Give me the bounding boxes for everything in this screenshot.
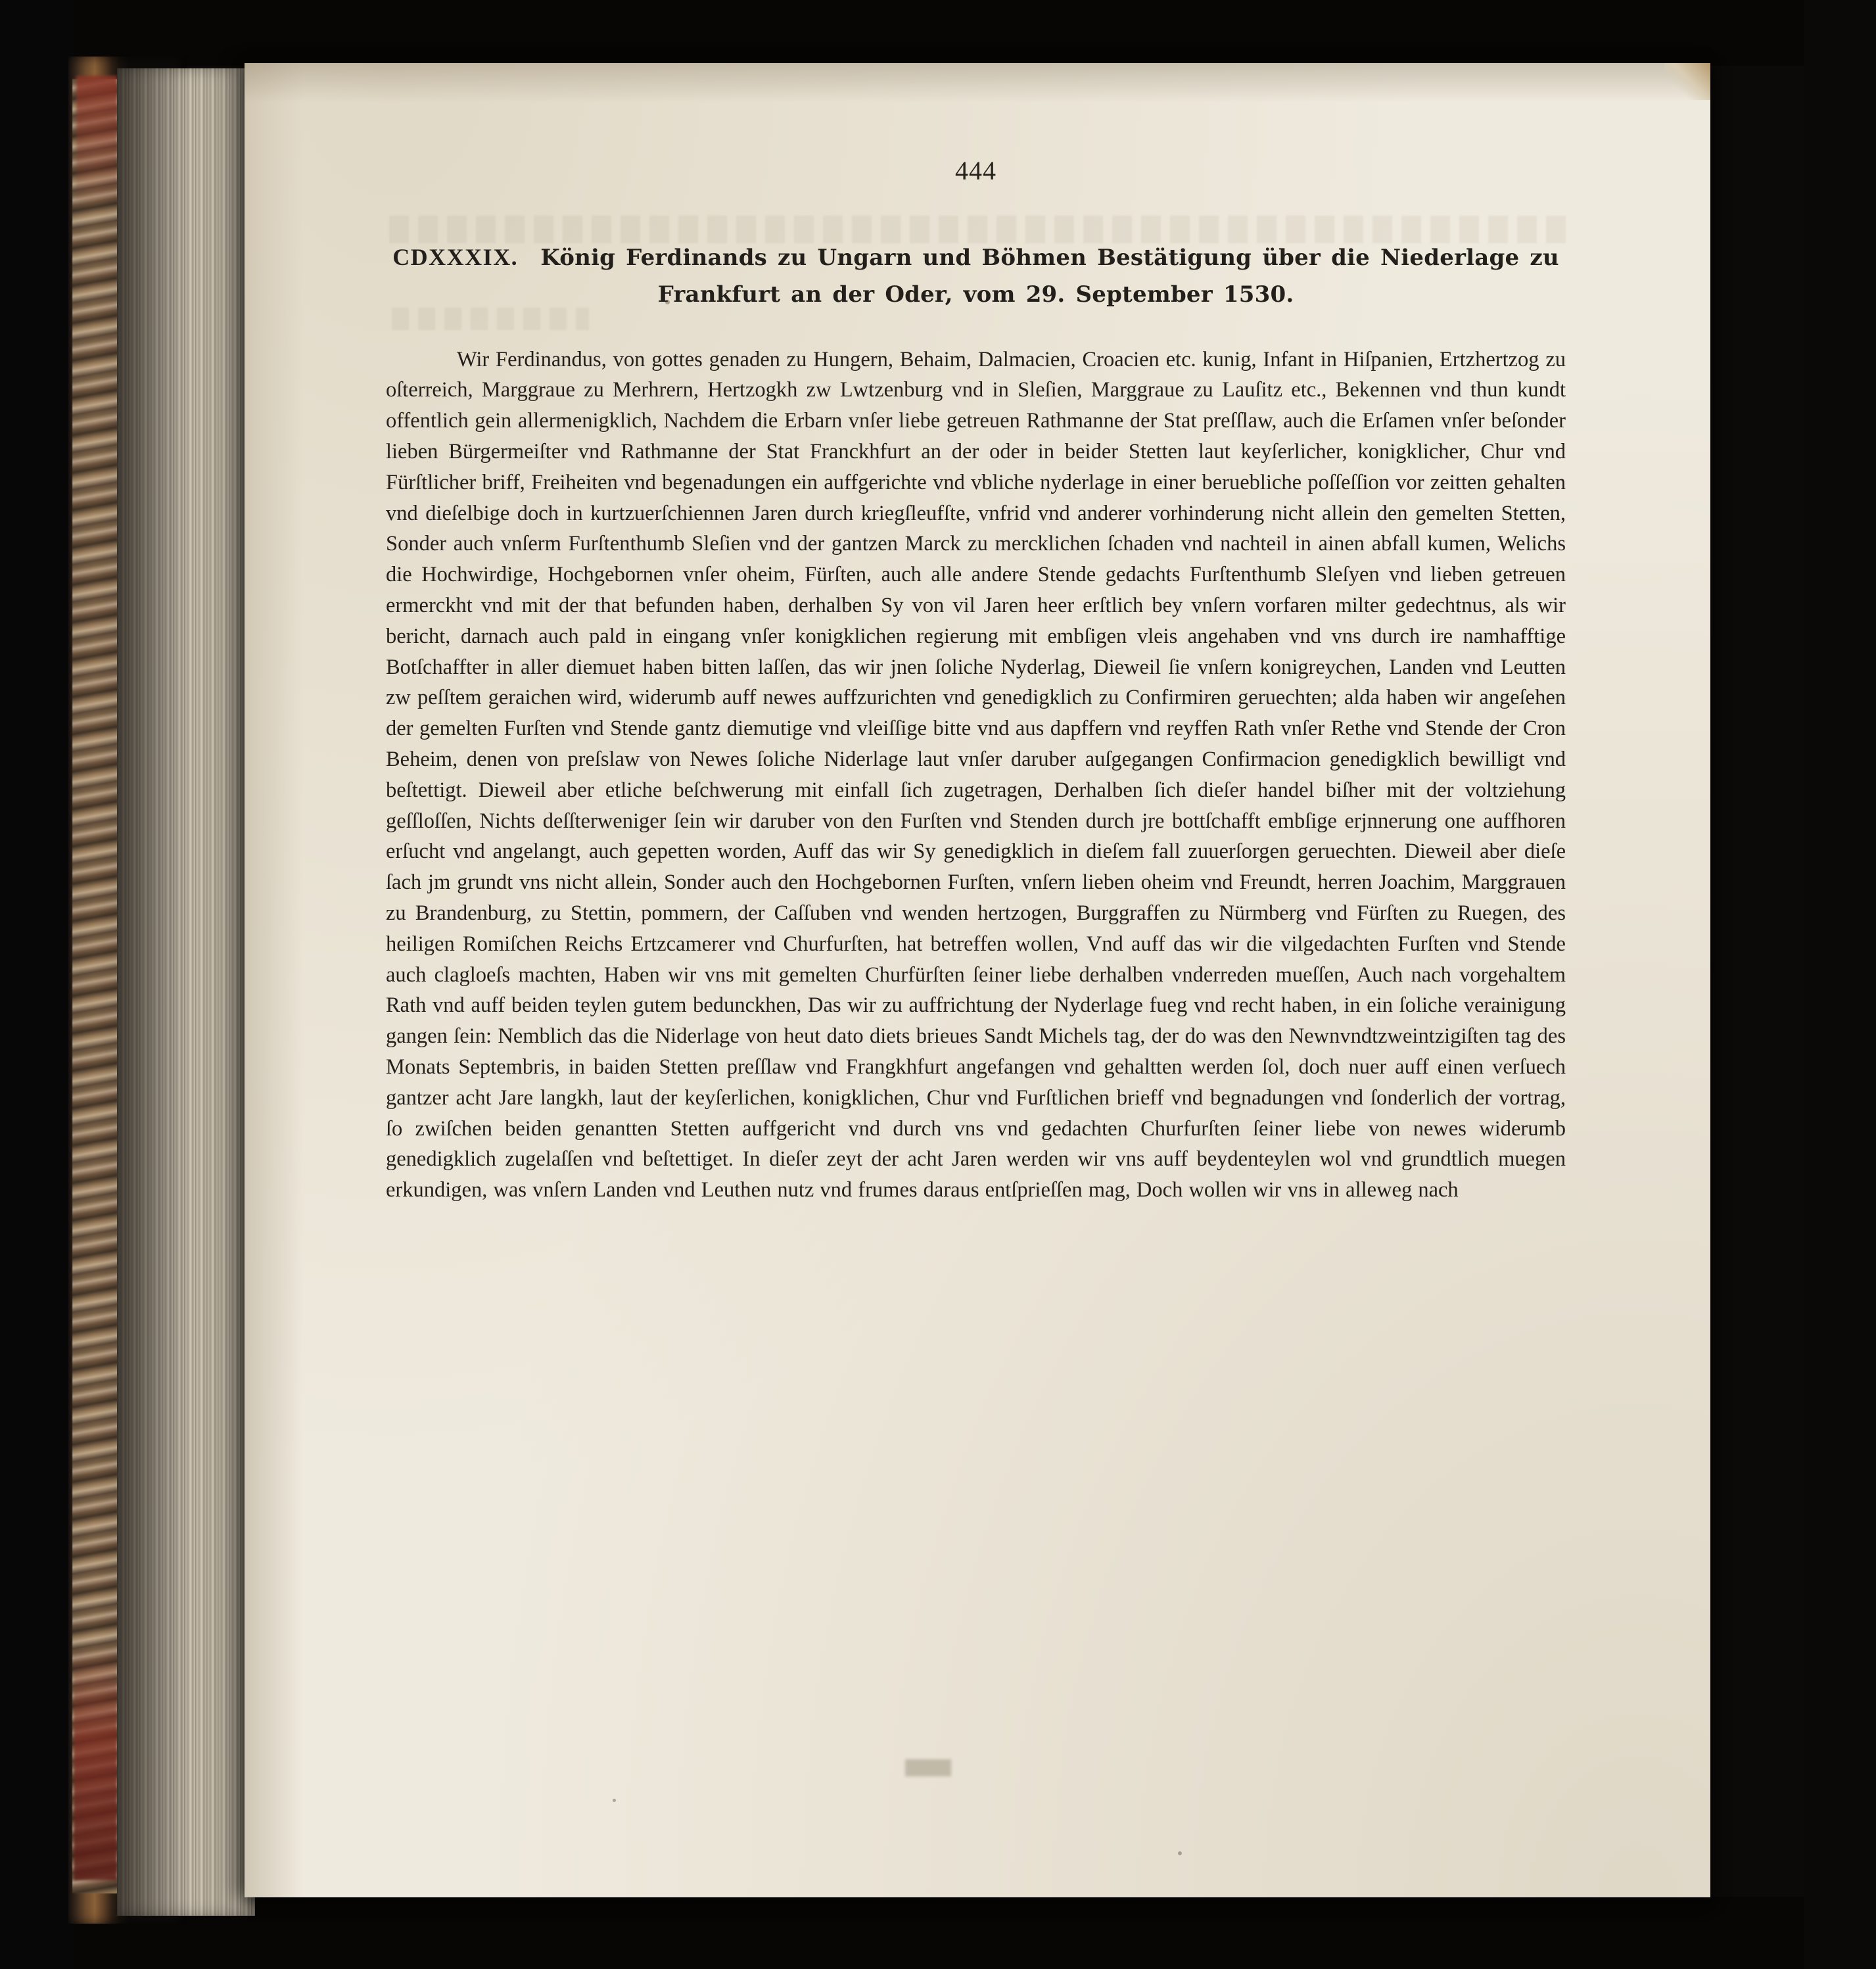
background-left [0,0,74,1969]
marbled-endpaper [72,79,120,1893]
page-number: 444 [955,156,997,185]
marbled-endpaper-accent-top [76,76,117,201]
document-title-line-1: König Ferdinands zu Ungarn und Böhmen Bestätigung über die Niederlage zu [540,245,1559,271]
marbled-endpaper-accent-bottom [74,1644,117,1880]
background-top [0,0,1876,66]
page-corner-fold [1664,63,1710,100]
document-heading [386,241,1566,310]
page-speck [1178,1851,1182,1855]
document-body-text: Wir Ferdinandus, von gottes genaden zu Hungern, Behaim, Dalmacien, Croacien etc. kunig, Infant in Hiſpanien, Ertzhertzog zu oſterreich, Marggraue zu Merhrern, Hertzogkh zw Lwtzenburg vnd in Sleſien, Marggraue zu Lauſitz etc., Bekennen vnd thun kundt offentlich gein allermenigklich, Nachdem die Erbarn vnſer liebe getreuen Rathmanne der Stat preſſlaw, auch die Erſamen vnſer beſonder lieben Bürgermeiſter vnd Rathmanne der Stat Franckhfurt an der oder in beider Stetten laut keyſerlicher, konigklicher, Chur vnd Fürſtlicher briff, Freiheiten vnd begenadungen ein auffgerichte vnd vbliche nyderlage in einer beruebliche poſſeſſion vor zeitten gehalten vnd dieſelbige doch in kurtzuerſchiennen Jaren durch kriegſleufſte, vnfrid vnd anderer vorhinderung nicht allein den gemelten Stetten, Sonder auch vnſerm Furſtenthumb Sleſien vnd der gantzen Marck zu mercklichen ſchaden vnd nachteil in ainen abfall kumen, Welichs die Hochwirdige, Hochgebornen vnſer oheim, Fürſten, auch alle andere Stende gedachts Furſtenthumb Sleſyen vnd lieben getreuen ermerckht vnd mit der that befunden haben, derhalben Sy von vil Jaren heer erſtlich bey vnſern vorfaren milter gedechtnus, als wir bericht, darnach auch pald in eingang vnſer konigklichen regierung mit embſigen vleis angehaben vnd vns durch ire namhafftige Botſchaffter in aller diemuet haben bitten laſſen, das wir jnen ſoliche Nyderlag, Dieweil ſie vnſern konigreychen, Landen vnd Leutten zw peſſtem geraichen wird, widerumb auff newes auffzurichten vnd genedigklich zu Confirmiren geruechten; alda haben wir angeſehen der gemelten Furſten vnd Stende gantz diemutige vnd vleiſſige bitte vnd aus dapffern vnd reyffen Rath vnſer Rethe vnd Stende der Cron Beheim, denen von preſslaw von Newes ſoliche Niderlage laut vnſer daruber auſgegangen Confirmacion genedigklich bewilligt vnd beſtettigt. Dieweil aber etliche beſchwerung mit einfall ſich zugetragen, Derhalben ſich dieſer handel biſher mit der voltziehung geſſloſſen, Nichts deſſterweniger ſein wir daruber von den Furſten vnd Stenden durch jre bottſchafft embſige erjnnerung one auffhoren erſucht vnd angelangt, auch gepetten worden, Auff das wir Sy genedigklich in dieſem fall zuuerſorgen geruechten. Dieweil aber dieſe ſach jm grundt vns nicht allein, Sonder auch den Hochgebornen Furſten, vnſern lieben oheim vnd Freundt, herren Joachim, Marggrauen zu Brandenburg, zu Stettin, pommern, der Caſſuben vnd wenden hertzogen, Burggraffen zu Nürmberg vnd Fürſten zu Ruegen, des heiligen Romiſchen Reichs Ertzcamerer vnd Churfurſten, hat betreffen wollen, Vnd auff das wir die vilgedachten Furſten vnd Stende auch clagloeſs machten, Haben wir vns mit gemelten Churfürſten ſeiner liebe derhalben vnderreden mueſſen, Auch nach vorgehaltem Rath vnd auff beiden teylen gutem bedunckhen, Das wir zu auffrichtung der Nyderlage fueg vnd recht haben, in ein ſoliche verainigung gangen ſein: Nemblich das die Niderlage von heut dato diets brieues Sandt Michels tag, der do was den Newnvndtzweintzigiſten tag des Monats Septembris, in baiden Stetten preſſlaw vnd Frangkhfurt angefangen vnd gehaltten werden ſol, doch nuer auff einen verſuech gantzer acht Jare langkh, laut der keyſerlichen, konigklichen, Chur vnd Furſtlichen brieff vnd begnadungen vnd ſonderlich der vortrag, ſo zwiſchen beiden genantten Stetten auffgericht vnd durch vns vnd gedachten Churfurſten ſeiner liebe von newes widerumb genedigklich zugelaſſen vnd beſtettiget. In dieſer zeyt der acht Jaren werden wir vns auff beydenteylen wol vnd grundtlich muegen erkundigen, was vnſern Landen vnd Leuthen nutz vnd frumes daraus entſprieſſen mag, Doch wollen wir vns in alleweg nach [386,347,1566,1202]
book-page [245,63,1710,1897]
document-number: CDXXXIX. [392,244,519,270]
page-smudge [905,1759,951,1776]
gutter-shadow [117,68,255,1916]
page-top-shadow [245,63,1710,103]
document-title-line-2: Frankfurt an der Oder, vom 29. September 1530. [657,281,1294,308]
background-right [1804,0,1876,1969]
page-speck [613,1799,616,1802]
text-column [386,155,1566,1227]
background-bottom [0,1897,1876,1969]
